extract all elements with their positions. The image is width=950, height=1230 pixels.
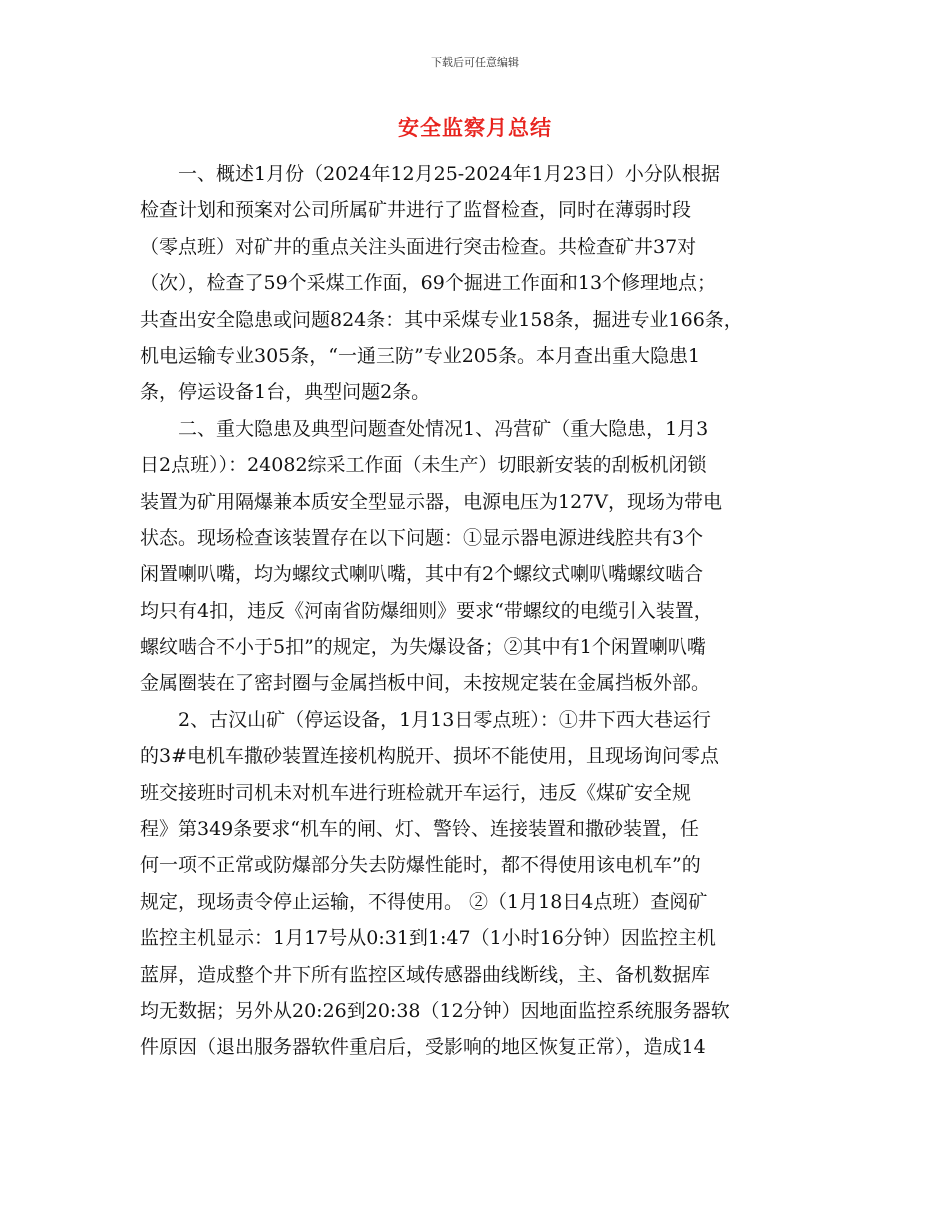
text-line: 机电运输专业305条，“一通三防”专业205条。本月查出重大隐患1 [140,344,701,367]
document-title: 安全监察月总结 [398,116,552,140]
text-line: 2、古汉山矿（停运设备，1月13日零点班）：①井下西大巷运行 [140,708,711,731]
text-line: 规定，现场责令停止运输，不得使用。 ②（1月18日4点班）查阅矿 [140,890,708,913]
text-line: 班交接班时司机未对机车进行班检就开车运行，违反《煤矿安全规 [140,781,692,804]
text-line: 条，停运设备1台，典型问题2条。 [140,381,431,404]
header-note: 下载后可任意编辑 [431,56,519,69]
text-line: 二、重大隐患及典型问题查处情况1、冯营矿（重大隐患，1月3 [140,417,709,440]
text-line: 均无数据；另外从20:26到20:38（12分钟）因地面监控系统服务器软 [140,999,730,1022]
text-line: 日2点班））：24082综采工作面（未生产）切眼新安装的刮板机闭锁 [140,454,707,477]
text-line: 螺纹啮合不小于5扣”的规定，为失爆设备；②其中有1个闲置喇叭嘴 [140,636,706,659]
text-line: 何一项不正常或防爆部分失去防爆性能时，都不得使用该电机车”的 [140,854,701,877]
text-line: 共查出安全隐患或问题824条：其中采煤专业158条，掘进专业166条， [140,308,743,331]
text-line: 检查计划和预案对公司所属矿井进行了监督检查，同时在薄弱时段 [140,199,692,222]
text-line: 一、概述1月份（2024年12月25-2024年1月23日）小分队根据 [140,163,720,185]
text-line: 金属圈装在了密封圈与金属挡板中间，未按规定装在金属挡板外部。 [140,672,711,695]
text-line: 的3#电机车撒砂装置连接机构脱开、损坏不能使用，且现场询问零点 [140,745,720,768]
text-line: （次），检查了59个采煤工作面，69个掘进工作面和13个修理地点； [140,272,717,295]
text-line: 程》第349条要求“机车的闸、灯、警铃、连接装置和撒砂装置，任 [140,818,699,841]
text-line: 蓝屏，造成整个井下所有监控区域传感器曲线断线，主、备机数据库 [140,963,711,986]
text-line: 闲置喇叭嘴，均为螺纹式喇叭嘴，其中有2个螺纹式喇叭嘴螺纹啮合 [140,563,704,586]
text-line: 装置为矿用隔爆兼本质安全型显示器，电源电压为127V，现场为带电 [140,490,722,513]
text-line: （零点班）对矿井的重点关注头面进行突击检查。共检查矿井37对 [140,235,697,258]
text-line: 均只有4扣，违反《河南省防爆细则》要求“带螺纹的电缆引入装置， [140,599,713,622]
document-body [140,156,820,1066]
text-line: 状态。现场检查该装置存在以下问题：①显示器电源进线腔共有3个 [140,526,704,549]
text-line: 监控主机显示：1月17号从0:31到1:47（1小时16分钟）因监控主机 [140,927,716,950]
text-line: 件原因（退出服务器软件重启后，受影响的地区恢复正常），造成14 [140,1036,706,1059]
